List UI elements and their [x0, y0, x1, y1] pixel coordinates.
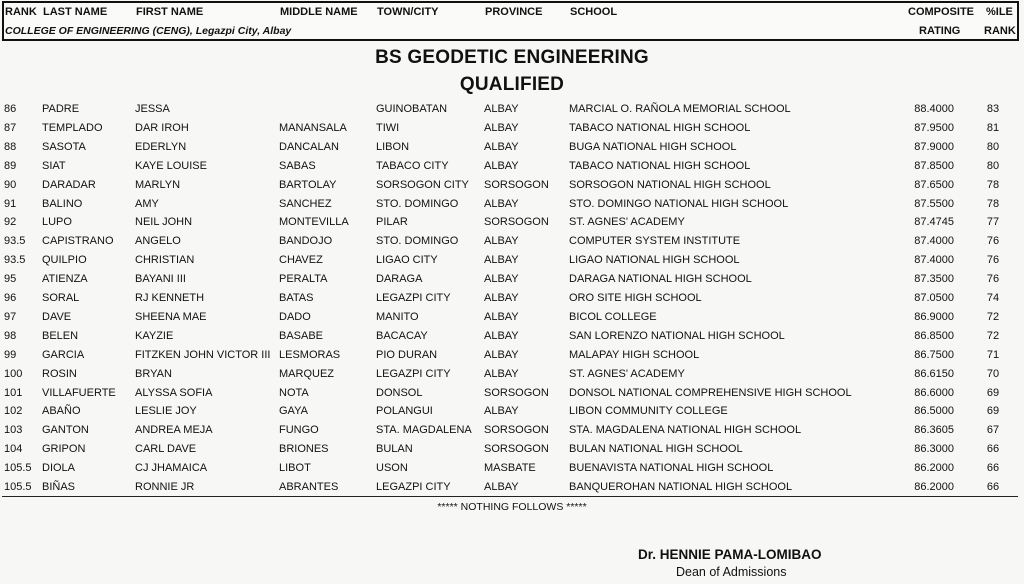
- middle-name-cell: PERALTA: [279, 273, 328, 286]
- last-name-cell: ROSIN: [42, 367, 77, 380]
- school-cell: BULAN NATIONAL HIGH SCHOOL: [569, 443, 743, 456]
- school-cell: BANQUEROHAN NATIONAL HIGH SCHOOL: [569, 481, 793, 493]
- header-middle-name: MIDDLE NAME: [280, 6, 358, 18]
- header-composite: COMPOSITE: [908, 6, 975, 18]
- first-name-cell: ANDREA MEJA: [135, 424, 213, 437]
- last-name-cell: ABAÑO: [42, 405, 81, 418]
- middle-name-cell: BATAS: [279, 292, 314, 304]
- school-cell: TABACO NATIONAL HIGH SCHOOL: [569, 121, 751, 134]
- middle-name-cell: ABRANTES: [279, 481, 339, 493]
- rating-cell: 87.9000: [914, 140, 954, 153]
- school-cell: BUGA NATIONAL HIGH SCHOOL: [569, 140, 737, 153]
- rating-cell: 86.9000: [914, 310, 954, 323]
- first-name-cell: FITZKEN JOHN VICTOR III: [135, 348, 271, 361]
- school-cell: COMPUTER SYSTEM INSTITUTE: [569, 235, 741, 248]
- rating-cell: 86.6000: [914, 386, 954, 399]
- percentile-cell: 69: [986, 386, 1000, 399]
- town-cell: TIWI: [376, 121, 400, 134]
- first-name-cell: BRYAN: [135, 367, 172, 380]
- school-cell: SORSOGON NATIONAL HIGH SCHOOL: [569, 178, 771, 191]
- town-cell: BULAN: [376, 443, 413, 456]
- middle-name-cell: LESMORAS: [279, 348, 341, 361]
- first-name-cell: ANGELO: [135, 235, 181, 248]
- percentile-cell: 78: [986, 178, 1000, 191]
- middle-name-cell: BANDOJO: [279, 235, 333, 248]
- town-cell: PILAR: [376, 216, 408, 229]
- percentile-cell: 74: [986, 292, 1000, 304]
- province-cell: ALBAY: [484, 405, 519, 418]
- school-cell: ST. AGNES' ACADEMY: [569, 367, 685, 380]
- town-cell: LIGAO CITY: [376, 254, 438, 267]
- rank-cell: 90: [4, 178, 17, 191]
- rank-cell: 96: [4, 292, 17, 304]
- rating-cell: 86.8500: [914, 329, 954, 342]
- rank-cell: 105.5: [4, 462, 32, 475]
- middle-name-cell: BARTOLAY: [279, 178, 337, 191]
- first-name-cell: CHRISTIAN: [135, 254, 195, 267]
- table-row: [0, 233, 1024, 252]
- last-name-cell: CAPISTRANO: [42, 235, 114, 248]
- rating-cell: 87.8500: [914, 159, 954, 172]
- school-cell: DONSOL NATIONAL COMPREHENSIVE HIGH SCHOOL: [569, 386, 852, 399]
- first-name-cell: CJ JHAMAICA: [135, 462, 208, 475]
- table-row: [0, 158, 1024, 177]
- rating-cell: 87.6500: [914, 178, 954, 191]
- rank-cell: 91: [4, 197, 17, 210]
- town-cell: LIBON: [376, 140, 410, 153]
- middle-name-cell: DADO: [279, 310, 311, 323]
- last-name-cell: LUPO: [42, 216, 72, 229]
- percentile-cell: 80: [986, 159, 1000, 172]
- last-name-cell: SIAT: [42, 159, 66, 172]
- rank-cell: 104: [4, 443, 23, 456]
- program-title: BS GEODETIC ENGINEERING: [375, 47, 649, 68]
- province-cell: ALBAY: [484, 367, 519, 380]
- table-row: [0, 177, 1024, 196]
- rating-cell: 86.2000: [914, 481, 954, 493]
- first-name-cell: ALYSSA SOFIA: [135, 386, 213, 399]
- last-name-cell: VILLAFUERTE: [42, 386, 116, 399]
- town-cell: LEGAZPI CITY: [376, 481, 451, 493]
- town-cell: BACACAY: [376, 329, 428, 342]
- first-name-cell: BAYANI III: [135, 273, 186, 286]
- header-province: PROVINCE: [485, 6, 543, 18]
- nothing-follows: ***** NOTHING FOLLOWS *****: [437, 501, 587, 513]
- last-name-cell: GRIPON: [42, 443, 86, 456]
- first-name-cell: SHEENA MAE: [135, 310, 207, 323]
- province-cell: ALBAY: [484, 254, 519, 267]
- table-row: [0, 139, 1024, 158]
- table-row: [0, 271, 1024, 290]
- town-cell: SORSOGON CITY: [376, 178, 469, 191]
- rank-cell: 89: [4, 159, 17, 172]
- province-cell: ALBAY: [484, 329, 519, 342]
- middle-name-cell: MARQUEZ: [279, 367, 334, 380]
- last-name-cell: DIOLA: [42, 462, 76, 475]
- rank-cell: 93.5: [4, 254, 26, 267]
- percentile-cell: 70: [986, 367, 1000, 380]
- last-name-cell: QUILPIO: [42, 254, 87, 267]
- table-row: [0, 328, 1024, 347]
- school-cell: STO. DOMINGO NATIONAL HIGH SCHOOL: [569, 197, 789, 210]
- table-row: [0, 214, 1024, 233]
- last-name-cell: DAVE: [42, 310, 72, 323]
- last-name-cell: GANTON: [42, 424, 89, 437]
- town-cell: DARAGA: [376, 273, 423, 286]
- first-name-cell: NEIL JOHN: [135, 216, 193, 229]
- middle-name-cell: BASABE: [279, 329, 324, 342]
- school-cell: ST. AGNES' ACADEMY: [569, 216, 685, 229]
- school-cell: LIBON COMMUNITY COLLEGE: [569, 405, 728, 418]
- percentile-cell: 66: [986, 481, 1000, 493]
- school-cell: BUENAVISTA NATIONAL HIGH SCHOOL: [569, 462, 774, 475]
- first-name-cell: CARL DAVE: [135, 443, 197, 456]
- signatory-name: Dr. HENNIE PAMA-LOMIBAO: [638, 547, 822, 562]
- rank-cell: 105.5: [4, 481, 32, 493]
- header-percentile: %ILE: [986, 6, 1013, 18]
- rank-cell: 92: [4, 216, 17, 229]
- rank-cell: 93.5: [4, 235, 26, 248]
- last-name-cell: TEMPLADO: [42, 121, 103, 134]
- rating-cell: 86.7500: [914, 348, 954, 361]
- table-bottom-rule: [2, 496, 1018, 497]
- percentile-cell: 80: [986, 140, 1000, 153]
- middle-name-cell: BRIONES: [279, 443, 329, 456]
- rating-cell: 87.4000: [914, 235, 954, 248]
- school-cell: STA. MAGDALENA NATIONAL HIGH SCHOOL: [569, 424, 802, 437]
- rank-cell: 98: [4, 329, 17, 342]
- rating-cell: 87.3500: [914, 273, 954, 286]
- rank-cell: 97: [4, 310, 17, 323]
- percentile-cell: 69: [986, 405, 1000, 418]
- rank-cell: 100: [4, 367, 23, 380]
- province-cell: ALBAY: [484, 140, 519, 153]
- rating-cell: 86.5000: [914, 405, 954, 418]
- town-cell: DONSOL: [376, 386, 423, 399]
- percentile-cell: 76: [986, 273, 1000, 286]
- middle-name-cell: FUNGO: [279, 424, 319, 437]
- school-cell: MARCIAL O. RAÑOLA MEMORIAL SCHOOL: [569, 103, 791, 115]
- school-cell: BICOL COLLEGE: [569, 310, 657, 323]
- rating-cell: 86.3000: [914, 443, 954, 456]
- header-pct-rank: RANK: [984, 25, 1016, 37]
- first-name-cell: RONNIE JR: [135, 481, 195, 493]
- first-name-cell: LESLIE JOY: [135, 405, 197, 418]
- town-cell: USON: [376, 462, 408, 475]
- percentile-cell: 77: [986, 216, 1000, 229]
- header-first-name: FIRST NAME: [136, 6, 204, 18]
- school-cell: DARAGA NATIONAL HIGH SCHOOL: [569, 273, 752, 286]
- rating-cell: 88.4000: [914, 103, 954, 115]
- rating-cell: 86.2000: [914, 462, 954, 475]
- rating-cell: 86.3605: [914, 424, 954, 437]
- header-town-city: TOWN/CITY: [377, 6, 439, 18]
- town-cell: LEGAZPI CITY: [376, 367, 451, 380]
- rating-cell: 87.4000: [914, 254, 954, 267]
- town-cell: STA. MAGDALENA: [376, 424, 472, 437]
- rating-cell: 86.6150: [914, 367, 954, 380]
- province-cell: SORSOGON: [484, 178, 549, 191]
- percentile-cell: 66: [986, 462, 1000, 475]
- town-cell: POLANGUI: [376, 405, 433, 418]
- rating-cell: 87.5500: [914, 197, 954, 210]
- last-name-cell: BALINO: [42, 197, 83, 210]
- last-name-cell: PADRE: [42, 103, 80, 115]
- province-cell: ALBAY: [484, 159, 519, 172]
- first-name-cell: MARLYN: [135, 178, 181, 191]
- province-cell: ALBAY: [484, 481, 519, 493]
- middle-name-cell: SABAS: [279, 159, 316, 172]
- province-cell: ALBAY: [484, 273, 519, 286]
- table-row: [0, 347, 1024, 366]
- town-cell: LEGAZPI CITY: [376, 292, 451, 304]
- middle-name-cell: CHAVEZ: [279, 254, 323, 267]
- province-cell: ALBAY: [484, 121, 519, 134]
- first-name-cell: AMY: [135, 197, 159, 210]
- town-cell: GUINOBATAN: [376, 103, 448, 115]
- percentile-cell: 76: [986, 235, 1000, 248]
- town-cell: STO. DOMINGO: [376, 197, 459, 210]
- rank-cell: 95: [4, 273, 17, 286]
- rank-cell: 102: [4, 405, 23, 418]
- school-cell: LIGAO NATIONAL HIGH SCHOOL: [569, 254, 740, 267]
- table-row: [0, 460, 1024, 479]
- school-cell: SAN LORENZO NATIONAL HIGH SCHOOL: [569, 329, 785, 342]
- school-cell: TABACO NATIONAL HIGH SCHOOL: [569, 159, 751, 172]
- province-cell: MASBATE: [484, 462, 536, 475]
- province-cell: ALBAY: [484, 348, 519, 361]
- town-cell: TABACO CITY: [376, 159, 449, 172]
- province-cell: ALBAY: [484, 197, 519, 210]
- table-header: [2, 1, 1019, 41]
- header-rank: RANK: [5, 6, 37, 18]
- table-row: [0, 196, 1024, 215]
- last-name-cell: GARCIA: [42, 348, 85, 361]
- province-cell: ALBAY: [484, 103, 519, 115]
- rank-cell: 87: [4, 121, 17, 134]
- first-name-cell: KAYE LOUISE: [135, 159, 207, 172]
- first-name-cell: DAR IROH: [135, 121, 189, 134]
- percentile-cell: 76: [986, 254, 1000, 267]
- province-cell: ALBAY: [484, 235, 519, 248]
- status-title: QUALIFIED: [459, 74, 565, 95]
- percentile-cell: 71: [986, 348, 1000, 361]
- signatory-title: Dean of Admissions: [676, 565, 787, 579]
- percentile-cell: 66: [986, 443, 1000, 456]
- middle-name-cell: MANANSALA: [279, 121, 347, 134]
- percentile-cell: 78: [986, 197, 1000, 210]
- percentile-cell: 72: [986, 310, 1000, 323]
- header-school: SCHOOL: [570, 6, 618, 18]
- table-row: [0, 120, 1024, 139]
- middle-name-cell: MONTEVILLA: [279, 216, 349, 229]
- percentile-cell: 81: [986, 121, 1000, 134]
- rank-cell: 86: [4, 103, 17, 115]
- header-last-name: LAST NAME: [43, 6, 108, 18]
- rating-cell: 87.0500: [914, 292, 954, 304]
- table-row: [0, 385, 1024, 404]
- rank-cell: 103: [4, 424, 23, 437]
- table-row: [0, 441, 1024, 460]
- school-cell: MALAPAY HIGH SCHOOL: [569, 348, 700, 361]
- first-name-cell: EDERLYN: [135, 140, 187, 153]
- last-name-cell: SORAL: [42, 292, 80, 304]
- last-name-cell: SASOTA: [42, 140, 86, 153]
- last-name-cell: BELEN: [42, 329, 79, 342]
- college-name: COLLEGE OF ENGINEERING (CENG), Legazpi City, Albay: [5, 25, 292, 37]
- school-cell: ORO SITE HIGH SCHOOL: [569, 292, 702, 304]
- province-cell: ALBAY: [484, 310, 519, 323]
- last-name-cell: DARADAR: [42, 178, 96, 191]
- town-cell: PIO DURAN: [376, 348, 438, 361]
- province-cell: SORSOGON: [484, 386, 549, 399]
- province-cell: SORSOGON: [484, 443, 549, 456]
- middle-name-cell: SANCHEZ: [279, 197, 332, 210]
- middle-name-cell: LIBOT: [279, 462, 311, 475]
- rating-cell: 87.4745: [914, 216, 954, 229]
- first-name-cell: RJ KENNETH: [135, 292, 205, 304]
- rank-cell: 88: [4, 140, 17, 153]
- province-cell: ALBAY: [484, 292, 519, 304]
- table-row: [0, 422, 1024, 441]
- rank-cell: 99: [4, 348, 17, 361]
- last-name-cell: ATIENZA: [42, 273, 88, 286]
- table-row: [0, 309, 1024, 328]
- first-name-cell: KAYZIE: [135, 329, 174, 342]
- first-name-cell: JESSA: [135, 103, 170, 115]
- header-rating: RATING: [919, 25, 961, 37]
- percentile-cell: 72: [986, 329, 1000, 342]
- middle-name-cell: GAYA: [279, 405, 308, 418]
- table-row: [0, 101, 1024, 120]
- rank-cell: 101: [4, 386, 23, 399]
- middle-name-cell: DANCALAN: [279, 140, 339, 153]
- town-cell: STO. DOMINGO: [376, 235, 459, 248]
- table-row: [0, 252, 1024, 271]
- percentile-cell: 67: [986, 424, 1000, 437]
- table-row: [0, 290, 1024, 309]
- last-name-cell: BIÑAS: [42, 481, 76, 493]
- middle-name-cell: NOTA: [279, 386, 309, 399]
- province-cell: SORSOGON: [484, 216, 549, 229]
- province-cell: SORSOGON: [484, 424, 549, 437]
- table-row: [0, 403, 1024, 422]
- town-cell: MANITO: [376, 310, 419, 323]
- table-row: [0, 366, 1024, 385]
- percentile-cell: 83: [986, 103, 1000, 115]
- rating-cell: 87.9500: [914, 121, 954, 134]
